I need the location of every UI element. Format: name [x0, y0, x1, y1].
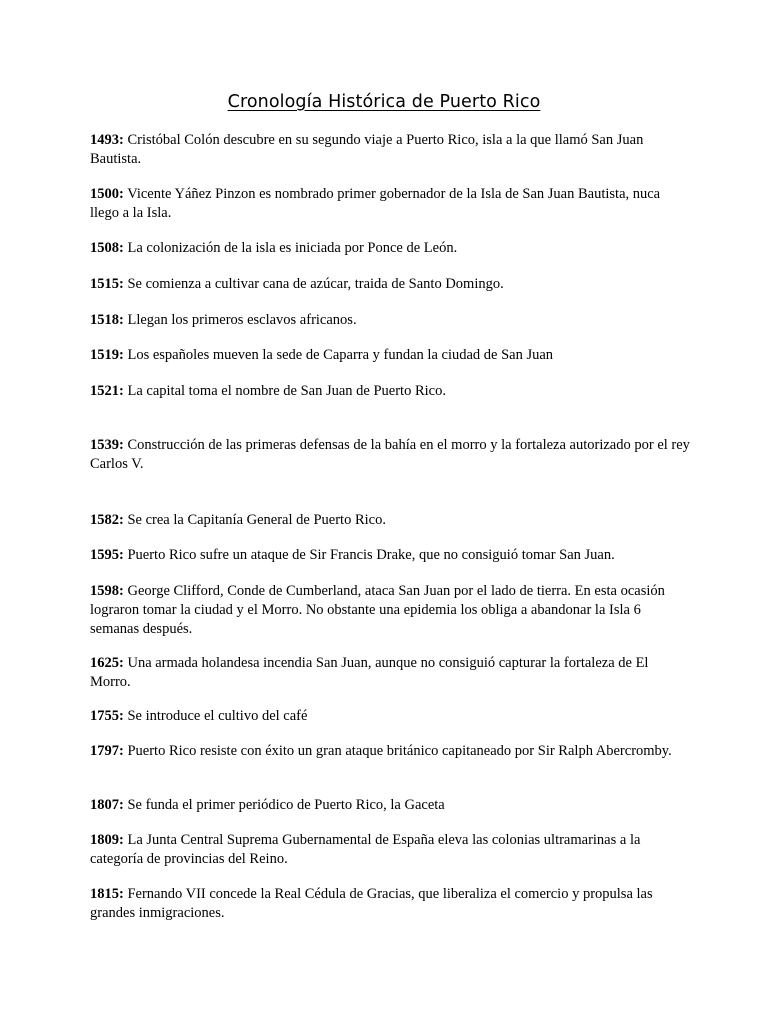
entry-year: 1755:: [90, 708, 124, 724]
entry-year: 1500:: [90, 186, 124, 202]
timeline-entry: [90, 707, 690, 726]
entry-text: Llegan los primeros esclavos africanos.: [127, 312, 357, 328]
timeline-entry: [90, 582, 690, 639]
timeline-entry: [90, 511, 690, 530]
timeline-entry: [90, 796, 690, 815]
entry-year: 1539:: [90, 437, 124, 453]
entry-text: Una armada holandesa incendia San Juan, aunque no consiguió capturar la fortaleza de El Morro.: [90, 655, 649, 690]
entry-year: 1815:: [90, 886, 124, 902]
entry-year: 1518:: [90, 312, 124, 328]
entry-text: La colonización de la isla es iniciada por Ponce de León.: [127, 240, 458, 256]
entry-year: 1625:: [90, 655, 124, 671]
entry-year: 1521:: [90, 383, 124, 399]
document-title: Cronología Histórica de Puerto Rico: [227, 92, 541, 112]
entry-text: Se funda el primer periódico de Puerto Rico, la Gaceta: [127, 797, 445, 813]
entry-year: 1582:: [90, 512, 124, 528]
entry-text: Fernando VII concede la Real Cédula de Gracias, que liberaliza el comercio y propulsa las grandes inmigraciones.: [90, 886, 653, 921]
entry-text: Construcción de las primeras defensas de la bahía en el morro y la fortaleza autorizado por el rey Carlos V.: [90, 437, 690, 472]
timeline-entry: [90, 311, 690, 330]
entry-text: Se comienza a cultivar cana de azúcar, traida de Santo Domingo.: [127, 276, 504, 292]
timeline-entry: [90, 185, 690, 223]
timeline-entry: [90, 275, 690, 294]
entry-text: Cristóbal Colón descubre en su segundo viaje a Puerto Rico, isla a la que llamó San Juan Bautista.: [90, 132, 644, 167]
timeline-entry: [90, 885, 690, 923]
entry-year: 1809:: [90, 832, 124, 848]
entry-text: La capital toma el nombre de San Juan de Puerto Rico.: [127, 383, 446, 399]
entry-year: 1508:: [90, 240, 124, 256]
timeline-entry: [90, 654, 690, 692]
entry-year: 1598:: [90, 583, 124, 599]
timeline-entry: [90, 131, 690, 169]
entry-text: Vicente Yáñez Pinzon es nombrado primer gobernador de la Isla de San Juan Bautista, nuca llego a la Isla.: [90, 186, 661, 221]
entry-text: La Junta Central Suprema Gubernamental de España eleva las colonias ultramarinas a la categoría de provincias del Reino.: [90, 832, 641, 867]
entry-text: Se introduce el cultivo del café: [127, 708, 308, 724]
timeline-entry: [90, 346, 690, 365]
timeline-entry: [90, 831, 690, 869]
entry-text: Los españoles mueven la sede de Caparra y fundan la ciudad de San Juan: [127, 347, 554, 363]
entry-year: 1515:: [90, 276, 124, 292]
timeline-entry: [90, 546, 690, 565]
timeline-entry: [90, 742, 690, 761]
timeline-entry: [90, 382, 690, 401]
timeline-entry: [90, 436, 690, 474]
entry-year: 1519:: [90, 347, 124, 363]
entry-text: Puerto Rico resiste con éxito un gran ataque británico capitaneado por Sir Ralph Abercromby.: [127, 743, 672, 759]
entry-text: George Clifford, Conde de Cumberland, ataca San Juan por el lado de tierra. En esta ocasión lograron tomar la ciudad y el Morro. No obstante una epidemia los obliga a abandonar la Isla 6 semanas después.: [90, 583, 665, 637]
entry-text: Se crea la Capitanía General de Puerto Rico.: [127, 512, 386, 528]
entry-year: 1807:: [90, 797, 124, 813]
entry-text: Puerto Rico sufre un ataque de Sir Francis Drake, que no consiguió tomar San Juan.: [127, 547, 615, 563]
timeline-entry: [90, 239, 690, 258]
entry-year: 1493:: [90, 132, 124, 148]
entry-year: 1797:: [90, 743, 124, 759]
entry-year: 1595:: [90, 547, 124, 563]
